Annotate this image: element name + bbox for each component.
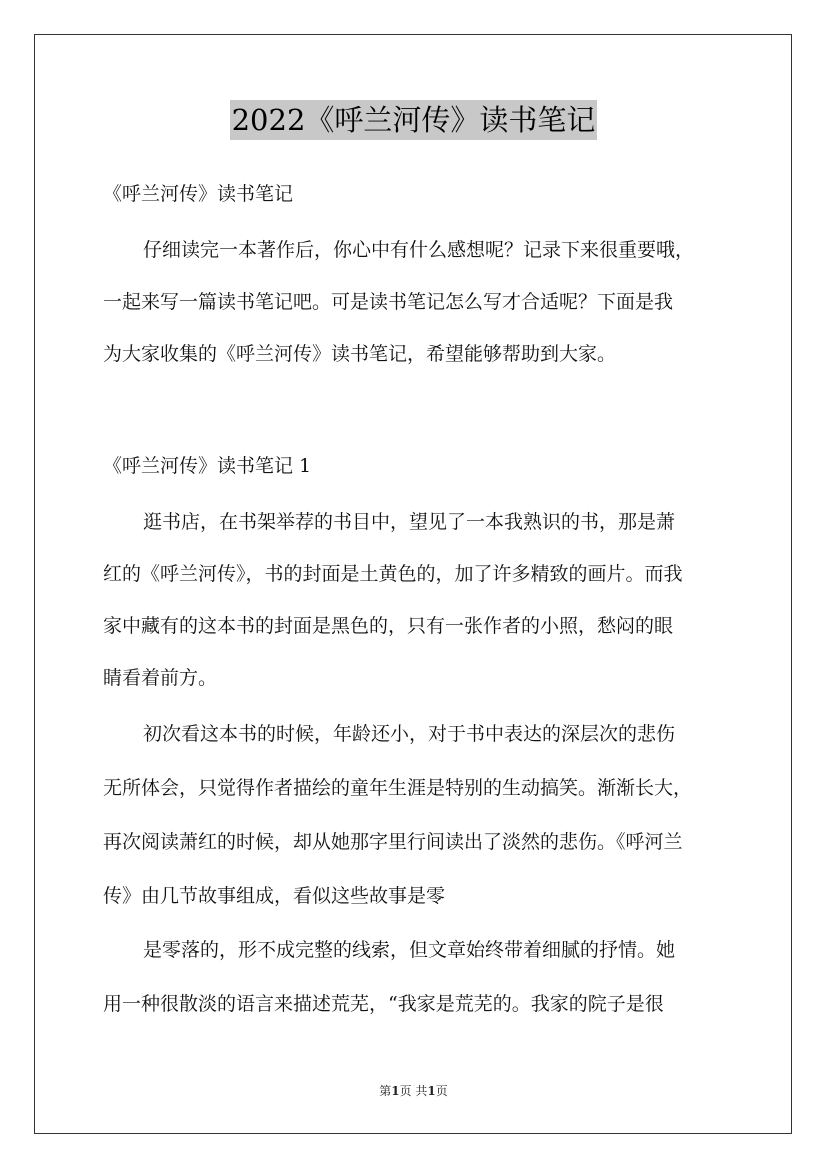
paragraph-line: 红的《呼兰河传》，书的封面是土黄色的，加了许多精致的画片。而我 [103, 563, 683, 585]
paragraph-line: 传》由几节故事组成，看似这些故事是零 [103, 885, 446, 907]
section-heading-1: 《呼兰河传》读书笔记 1 [103, 455, 312, 477]
paragraph-line: 初次看这本书的时候，年龄还小，对于书中表达的深层次的悲伤 [143, 723, 676, 745]
paragraph-line: 是零落的，形不成完整的线索，但文章始终带着细腻的抒情。她 [143, 939, 676, 961]
paragraph-line: 再次阅读萧红的时候，却从她那字里行间读出了淡然的悲伤。《呼河兰 [103, 831, 683, 853]
footer-page-number: 1 [391, 1084, 400, 1098]
title-container [0, 100, 827, 140]
intro-line: 为大家收集的《呼兰河传》读书笔记，希望能够帮助到大家。 [103, 343, 617, 365]
intro-line: 仔细读完一本著作后，你心中有什么感想呢？记录下来很重要哦， [143, 239, 695, 261]
footer-suffix: 页 [435, 1084, 448, 1098]
intro-line: 一起来写一篇读书笔记吧。可是读书笔记怎么写才合适呢？下面是我 [103, 291, 674, 313]
intro-heading: 《呼兰河传》读书笔记 [103, 183, 294, 205]
page-footer [0, 1083, 827, 1099]
paragraph-line: 睛看着前方。 [103, 667, 218, 689]
footer-middle: 页 共 [399, 1084, 428, 1098]
paragraph-line: 逛书店，在书架举荐的书目中，望见了一本我熟识的书，那是萧 [143, 511, 676, 533]
footer-prefix: 第 [379, 1084, 392, 1098]
document-title: 2022《呼兰河传》读书笔记 [230, 100, 598, 140]
paragraph-line: 用一种很散淡的语言来描述荒芜，“我家是荒芜的。我家的院子是很 [103, 993, 664, 1015]
paragraph-line: 家中藏有的这本书的封面是黑色的，只有一张作者的小照，愁闷的眼 [103, 615, 674, 637]
footer-page-total: 1 [427, 1084, 436, 1098]
paragraph-line: 无所体会，只觉得作者描绘的童年生涯是特别的生动搞笑。渐渐长大， [103, 777, 693, 799]
